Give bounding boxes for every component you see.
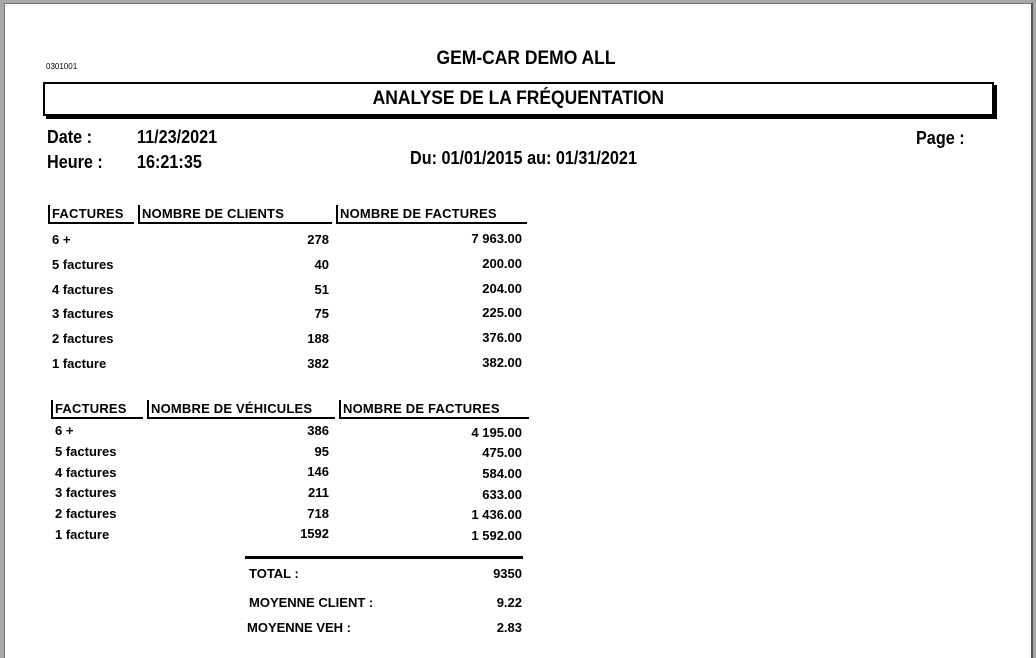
average-vehicle-value: 2.83 — [496, 620, 522, 635]
column-header-factures: FACTURES — [55, 401, 127, 416]
time-value: 16:21:35 — [137, 152, 202, 172]
company-name: GEM-CAR DEMO ALL — [436, 48, 616, 69]
table-row-label: 5 factures — [52, 257, 114, 272]
table-cell-count: 1592 — [300, 526, 329, 541]
table-cell-amount: 475.00 — [482, 445, 522, 460]
table-row-label: 1 facture — [52, 356, 107, 371]
table-cell-count: 40 — [314, 257, 329, 272]
total-value: 9350 — [493, 566, 522, 581]
table-row-label: 5 factures — [55, 444, 117, 459]
table-cell-amount: 200.00 — [482, 256, 522, 271]
table-row-label: 1 facture — [55, 527, 110, 542]
table-row-label: 3 factures — [55, 485, 117, 500]
date-label: Date : — [47, 127, 93, 147]
report-title: ANALYSE DE LA FRÉQUENTATION — [372, 88, 665, 109]
column-header-factures: FACTURES — [52, 206, 124, 221]
table-cell-amount: 1 592.00 — [471, 528, 522, 543]
date-value: 11/23/2021 — [137, 127, 218, 147]
report-title-box — [43, 82, 994, 116]
table-cell-count: 146 — [307, 464, 329, 479]
table-cell-amount: 584.00 — [482, 466, 522, 481]
average-client-value: 9.22 — [496, 595, 522, 610]
table-cell-count: 278 — [307, 232, 329, 247]
header-underline — [147, 417, 335, 419]
time-label: Heure : — [47, 152, 103, 172]
table-cell-count: 95 — [314, 444, 329, 459]
totals-separator — [245, 556, 523, 559]
table-cell-count: 386 — [307, 423, 329, 438]
table-row-label: 6 + — [52, 232, 71, 247]
table-cell-amount: 4 195.00 — [471, 425, 522, 440]
table-cell-count: 51 — [314, 282, 329, 297]
table-cell-amount: 633.00 — [482, 487, 522, 502]
average-client-label: MOYENNE CLIENT : — [249, 595, 374, 610]
table-cell-amount: 376.00 — [482, 330, 522, 345]
table-cell-count: 188 — [307, 331, 329, 346]
column-header-invoices: NOMBRE DE FACTURES — [343, 401, 500, 416]
period-range: Du: 01/01/2015 au: 01/31/2021 — [410, 148, 637, 168]
table-row-label: 3 factures — [52, 306, 114, 321]
header-underline — [51, 417, 143, 419]
table-cell-amount: 225.00 — [482, 305, 522, 320]
average-vehicle-label: MOYENNE VEH : — [247, 620, 352, 635]
column-header-vehicles: NOMBRE DE VÉHICULES — [151, 401, 313, 416]
header-underline — [48, 222, 134, 224]
header-underline — [138, 222, 332, 224]
table-cell-amount: 204.00 — [482, 281, 522, 296]
table-cell-amount: 382.00 — [482, 355, 522, 370]
table-row-label: 2 factures — [52, 331, 114, 346]
report-code: 0301001 — [46, 62, 78, 71]
table-row-label: 6 + — [55, 423, 74, 438]
column-header-clients: NOMBRE DE CLIENTS — [142, 206, 285, 221]
table-cell-count: 382 — [307, 356, 329, 371]
table-cell-count: 718 — [307, 506, 329, 521]
table-cell-amount: 7 963.00 — [471, 231, 522, 246]
table-row-label: 4 factures — [52, 282, 114, 297]
report-page — [4, 3, 1031, 658]
total-label: TOTAL : — [249, 566, 299, 581]
table-cell-amount: 1 436.00 — [471, 507, 522, 522]
column-header-invoices: NOMBRE DE FACTURES — [340, 206, 497, 221]
page-label: Page : — [916, 128, 965, 148]
table-row-label: 2 factures — [55, 506, 117, 521]
table-row-label: 4 factures — [55, 465, 117, 480]
table-cell-count: 75 — [314, 306, 329, 321]
header-underline — [336, 222, 527, 224]
table-cell-count: 211 — [308, 485, 329, 500]
header-underline — [339, 417, 529, 419]
